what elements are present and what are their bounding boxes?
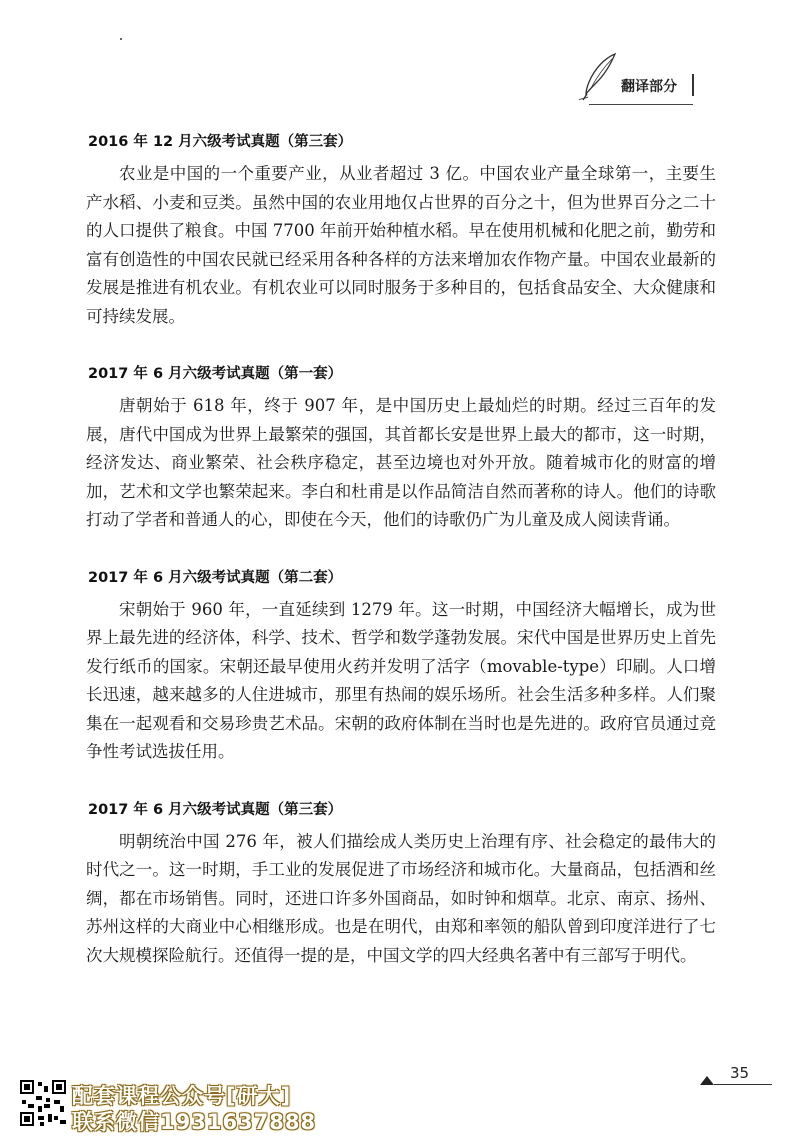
exam-section [86,564,716,767]
section-title: 2016 年 12 月六级考试真题（第三套） [88,134,353,150]
footer-rule [714,1084,772,1085]
section-title: 2017 年 6 月六级考试真题（第二套） [88,569,343,586]
header-divider [692,74,694,96]
section-body: 农业是中国的一个重要产业，从业者超过 3 亿。中国农业产量全球第一，主要生产水稻、小麦和豆类。虽然中国的农业用地仅占世界的百分之十，但为世界百分之二十的人口提供了粮食。中国 7700 年前开始种植水稻。早在使用机械和化肥之前，勤劳和富有创造性的中国农民就已经采用各种各样的方法来增加农作物产量。中国农业最新的发展是推进有机农业。有机农业可以同时服务于多种目的，包括食品安全、大众健康和可持续发展。 [86,164,716,326]
section-label: 翻译部分 [621,79,677,95]
watermark [18,1078,348,1136]
section-body: 宋朝始于 960 年，一直延续到 1279 年。这一时期，中国经济大幅增长，成为世界上最先进的经济体，科学、技术、哲学和数学蓬勃发展。宋代中国是世界历史上首先发行纸币的国家。宋朝还最早使用火药并发明了活字（movable-type）印刷。人口增长迅速，越来越多的人住进城市，那里有热闹的娱乐场所。社会生活多种多样。人们聚集在一起观看和交易珍贵艺术品。宋朝的政府体制在当时也是先进的。政府官员通过竞争性考试选拔任用。 [86,599,716,761]
triangle-marker-icon [700,1076,714,1085]
watermark-line-2: 联系微信1931637888 [72,1110,317,1134]
quill-pen-icon [575,52,621,104]
section-body: 明朝统治中国 276 年，被人们描绘成人类历史上治理有序、社会稳定的最伟大的时代之一。这一时期，手工业的发展促进了市场经济和城市化。大量商品，包括酒和丝绸，都在市场销售。同时，还进口许多外国商品，如时钟和烟草。北京、南京、扬州、苏州这样的大商业中心相继形成。也是在明代，由郑和率领的船队曾到印度洋进行了七次大规模探险航行。还值得一提的是，中国文学的四大经典名著中有三部写于明代。 [86,831,716,965]
section-title: 2017 年 6 月六级考试真题（第一套） [88,366,343,382]
exam-section [86,128,716,331]
section-body: 唐朝始于 618 年，终于 907 年，是中国历史上最灿烂的时期。经过三百年的发展，唐代中国成为世界上最繁荣的强国，其首都长安是世界上最大的都市，这一时期，经济发达、商业繁荣、社会秩序稳定，甚至边境也对外开放。随着城市化的财富的增加，艺术和文学也繁荣起来。李白和杜甫是以作品简洁自然而著称的诗人。他们的诗歌打动了学者和普通人的心，即使在今天，他们的诗歌仍广为儿童及成人阅读背诵。 [86,396,716,529]
header-rule [589,104,693,105]
print-speck [120,38,122,40]
exam-section [86,360,716,535]
section-title: 2017 年 6 月六级考试真题（第三套） [88,801,343,818]
qr-code-icon [18,1078,68,1128]
page-number: 35 [730,1064,750,1082]
exam-section [86,796,716,971]
page-footer [700,1062,790,1092]
watermark-line-1: 配套课程公众号[研大] [72,1084,292,1108]
page-content [86,128,716,970]
page-header [575,52,725,112]
